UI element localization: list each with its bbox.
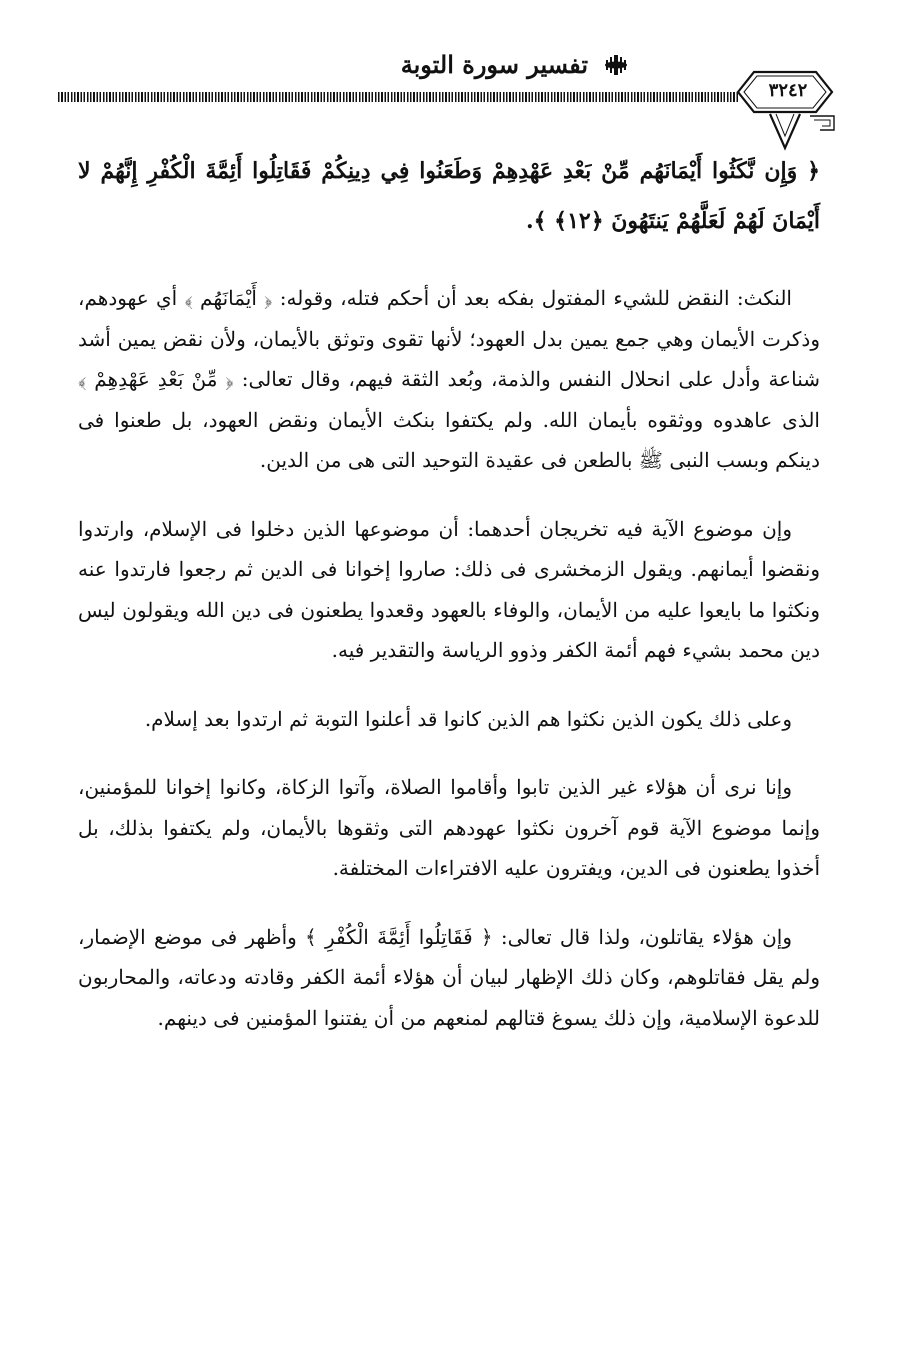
paragraph-5: وإن هؤلاء يقاتلون، ولذا قال تعالى: ﴿ فَقَاتِلُوا أَئِمَّةَ الْكُفْرِ ﴾ وأظهر فى موضع الإضمار، ولم يقل فقاتلوهم، وكان ذلك الإظهار لبيان أن هؤلاء أئمة الكفر وقادته ودعاته، والمحاربون للدعوة الإسلامية، وإن ذلك يسوغ قتالهم لمنعهم من أن يفتنوا المؤمنين فى دينهم. [78, 924, 820, 1030]
flower-ornament-icon [602, 54, 630, 76]
paragraph-3: وعلى ذلك يكون الذين نكثوا هم الذين كانوا قد أعلنوا التوبة ثم ارتدوا بعد إسلام. [144, 706, 792, 731]
quran-verse: ﴿ وَإِن نَّكَثُوا أَيْمَانَهُم مِّنْ بَعْدِ عَهْدِهِمْ وَطَعَنُوا فِي دِينِكُمْ فَقَاتِلُوا أَئِمَّةَ الْكُفْرِ إِنَّهُمْ لا أَيْمَانَ لَهُمْ لَعَلَّهُمْ يَنتَهُونَ ﴿١٢﴾ ﴾. [78, 158, 820, 234]
paragraph-4: وإنا نرى أن هؤلاء غير الذين تابوا وأقاموا الصلاة، وآتوا الزكاة، وكانوا إخوانا للمؤمنين، وإنما موضوع الآية قوم آخرون نكثوا عهودهم التى وثقوها بالأيمان، ولم يكتفوا بذلك، بل أخذوا يطعنون فى الدين، ويفترون عليه الافتراءات المختلفة. [78, 775, 820, 880]
page-number: ٣٢٤٢ [768, 80, 808, 101]
header-rule [58, 92, 738, 102]
running-head-title: تفسير سورة التوبة [400, 50, 588, 79]
paragraph-2: وإن موضوع الآية فيه تخريجان أحدهما: أن موضوعها الذين دخلوا فى الإسلام، وارتدوا ونقضوا أيمانهم. ويقول الزمخشرى فى ذلك: صاروا إخوانا فى الدين ثم رجعوا فارتدوا عنه ونكثوا ما بايعوا عليه من الأيمان، والوفاء بالعهود وقعدوا يطعنون فى دين الله ويقولون ليس دين محمد بشيء فهم أئمة الكفر وذوو الرياسة والتقدير فيه. [78, 516, 820, 662]
page-body [78, 146, 820, 1066]
paragraph-1: النكث: النقض للشيء المفتول بفكه بعد أن أحكم فتله، وقوله: ﴿ أَيْمَانَهُم ﴾ أي عهودهم، وذكرت الأيمان وهي جمع يمين بدل العهود؛ لأنها تقوى وتوثق بالأيمان، ولأن نقض يمين أشد شناعة وأدل على انحلال النفس والذمة، وبُعد الثقة فيهم، وقال تعالى: ﴿ مِّنْ بَعْدِ عَهْدِهِمْ ﴾ الذى عاهدوه ووثقوه بأيمان الله. ولم يكتفوا بنكث الأيمان ونقض العهود، بل طعنوا فى دينكم وبسب النبى ﷺ بالطعن فى عقيدة التوحيد التى هى من الدين. [78, 286, 820, 472]
page-header [58, 40, 840, 140]
running-head [401, 50, 630, 79]
